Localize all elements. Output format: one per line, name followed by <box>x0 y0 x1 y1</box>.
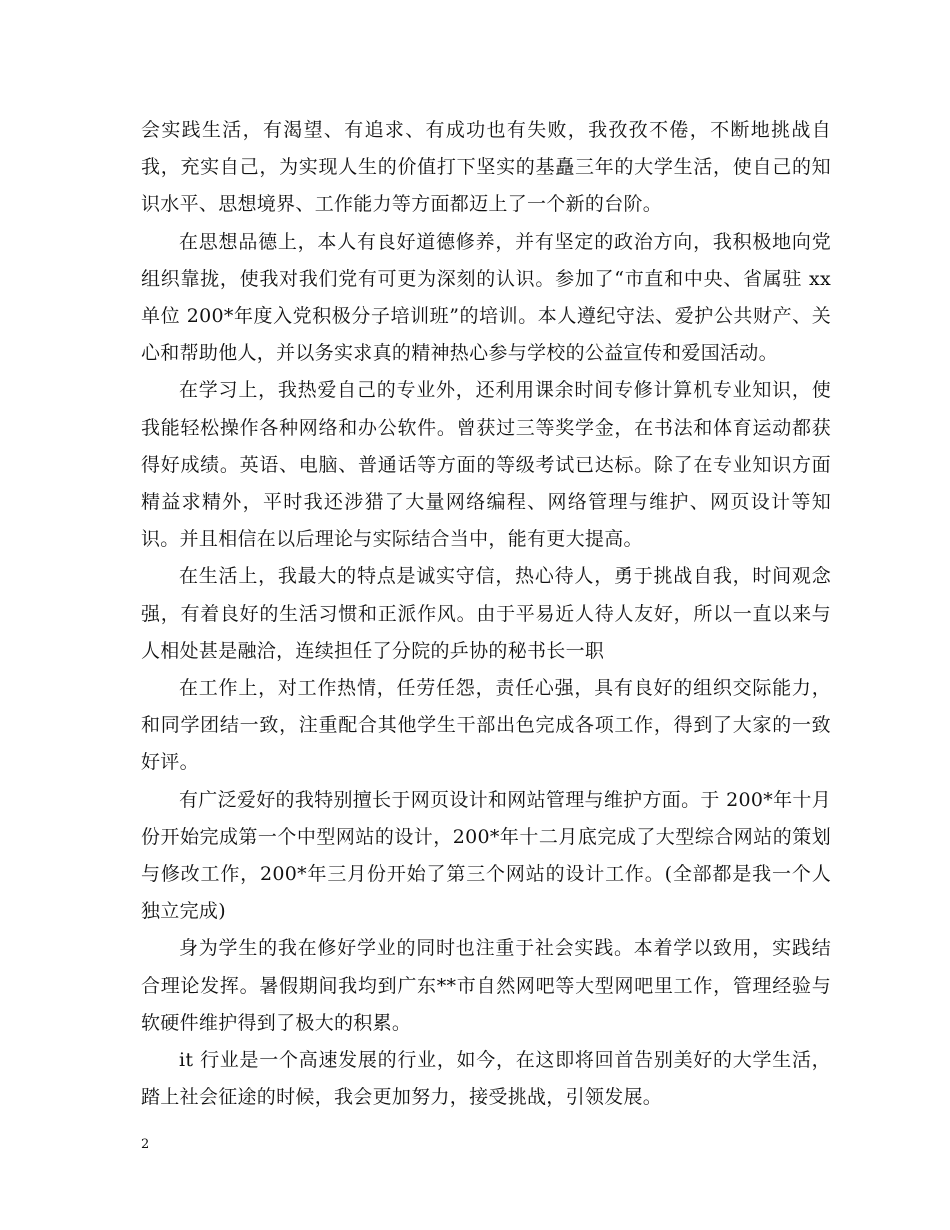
paragraph-social-practice: 身为学生的我在修好学业的同时也注重于社会实践。本着学以致用，实践结合理论发挥。暑假期间我均到广东**市自然网吧等大型网吧里工作，管理经验与软硬件维护得到了极大的积累。 <box>141 937 831 1034</box>
document-body <box>141 112 831 1116</box>
paragraph-moral-character: 在思想品德上，本人有良好道德修养，并有坚定的政治方向，我积极地向党组织靠拢，使我对我们党有可更为深刻的认识。参加了“市直和中央、省属驻 xx 单位 200*年度入党积极分子培训班”的培训。本人遵纪守法、爱护公共财产、关心和帮助他人，并以务实求真的精神热心参与学校的公益宣传和爱国活动。 <box>141 230 831 365</box>
page-number: 2 <box>141 1137 150 1152</box>
paragraph-study: 在学习上，我热爱自己的专业外，还利用课余时间专修计算机专业知识，使我能轻松操作各种网络和办公软件。曾获过三等奖学金，在书法和体育运动都获得好成绩。英语、电脑、普通话等方面的等级考试已达标。除了在专业知识方面精益求精外，平时我还涉猎了大量网络编程、网络管理与维护、网页设计等知识。并且相信在以后理论与实际结合当中，能有更大提高。 <box>141 379 831 551</box>
paragraph-conclusion: it 行业是一个高速发展的行业，如今，在这即将回首告别美好的大学生活，踏上社会征途的时候，我会更加努力，接受挑战，引领发展。 <box>141 1049 831 1109</box>
paragraph-continuation: 会实践生活，有渴望、有追求、有成功也有失败，我孜孜不倦，不断地挑战自我，充实自己，为实现人生的价值打下坚实的基矗三年的大学生活，使自己的知识水平、思想境界、工作能力等方面都迈上了一个新的台阶。 <box>141 119 831 216</box>
paragraph-life: 在生活上，我最大的特点是诚实守信，热心待人，勇于挑战自我，时间观念强，有着良好的生活习惯和正派作风。由于平易近人待人友好，所以一直以来与人相处甚是融洽，连续担任了分院的乒协的秘书长一职 <box>141 565 831 662</box>
paragraph-work: 在工作上，对工作热情，任劳任怨，责任心强，具有良好的组织交际能力，和同学团结一致，注重配合其他学生干部出色完成各项工作，得到了大家的一致好评。 <box>141 677 831 774</box>
paragraph-web-design: 有广泛爱好的我特别擅长于网页设计和网站管理与维护方面。于 200*年十月份开始完成第一个中型网站的设计，200*年十二月底完成了大型综合网站的策划与修改工作，200*年三月份开始了第三个网站的设计工作。(全部都是我一个人独立完成) <box>141 788 831 923</box>
